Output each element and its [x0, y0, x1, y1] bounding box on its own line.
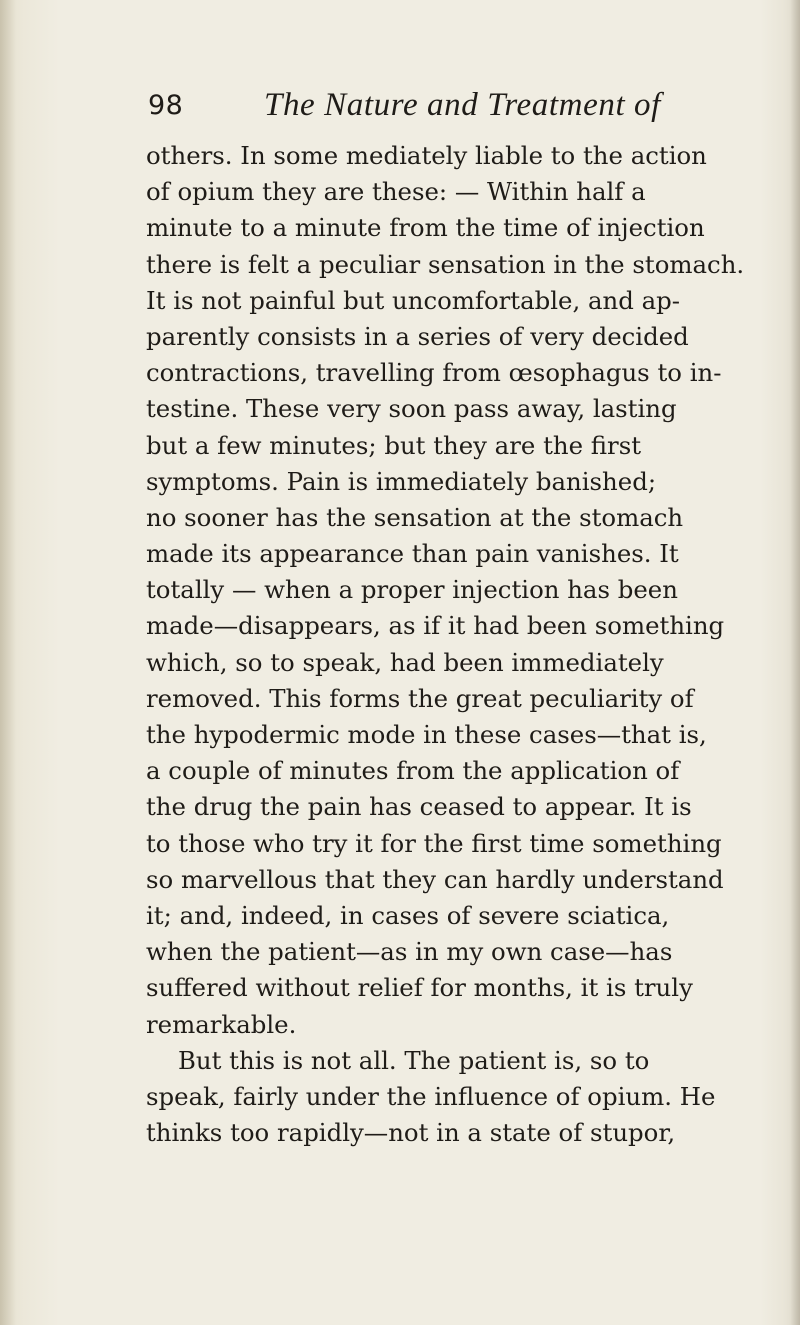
text-line: to those who try it for the first time something	[146, 828, 722, 858]
text-line: made—disappears, as if it had been something	[146, 611, 725, 641]
text-line: symptoms. Pain is immediately banished;	[146, 466, 657, 496]
text-line: suffered without relief for months, it is truly	[146, 973, 693, 1003]
text-line: minute to a minute from the time of injection	[146, 213, 705, 243]
text-line: totally — when a proper injection has been	[146, 575, 678, 605]
text-line: speak, fairly under the influence of opium. He	[146, 1081, 716, 1111]
text-line: there is felt a peculiar sensation in the stomach.	[146, 249, 745, 279]
page-edge	[790, 0, 800, 1325]
binding-shadow	[0, 0, 16, 1325]
text-line: remarkable.	[146, 1009, 297, 1039]
text-line: removed. This forms the great peculiarity of	[146, 683, 694, 713]
text-line: others. In some mediately liable to the action	[146, 141, 707, 170]
text-line: so marvellous that they can hardly understand	[146, 864, 724, 894]
text-line: made its appearance than pain vanishes. It	[146, 539, 679, 569]
paragraph-start-line: But this is not all. The patient is, so to	[178, 1045, 650, 1075]
text-line: when the patient—as in my own case—has	[146, 937, 673, 967]
text-line: it; and, indeed, in cases of severe sciatica,	[146, 900, 670, 930]
text-line: the hypodermic mode in these cases—that is,	[146, 720, 707, 749]
text-line: but a few minutes; but they are the first	[146, 430, 642, 460]
text-line: a couple of minutes from the application of	[146, 756, 680, 786]
page-number: 98	[148, 90, 184, 121]
text-line: parently consists in a series of very decided	[146, 321, 689, 351]
text-line: of opium they are these: — Within half a	[146, 177, 646, 207]
body-text	[146, 138, 782, 1151]
running-title: The Nature and Treatment of	[264, 87, 661, 123]
text-line: It is not painful but uncomfortable, and ap-	[146, 285, 681, 315]
text-line: contractions, travelling from œsophagus to in-	[146, 358, 722, 388]
text-line: which, so to speak, had been immediately	[146, 647, 664, 677]
text-line: the drug the pain has ceased to appear. It is	[146, 792, 692, 822]
running-header	[0, 84, 800, 128]
text-line: no sooner has the sensation at the stomach	[146, 502, 684, 532]
text-line: thinks too rapidly—not in a state of stupor,	[146, 1118, 676, 1148]
text-line: testine. These very soon pass away, lasting	[146, 394, 677, 424]
